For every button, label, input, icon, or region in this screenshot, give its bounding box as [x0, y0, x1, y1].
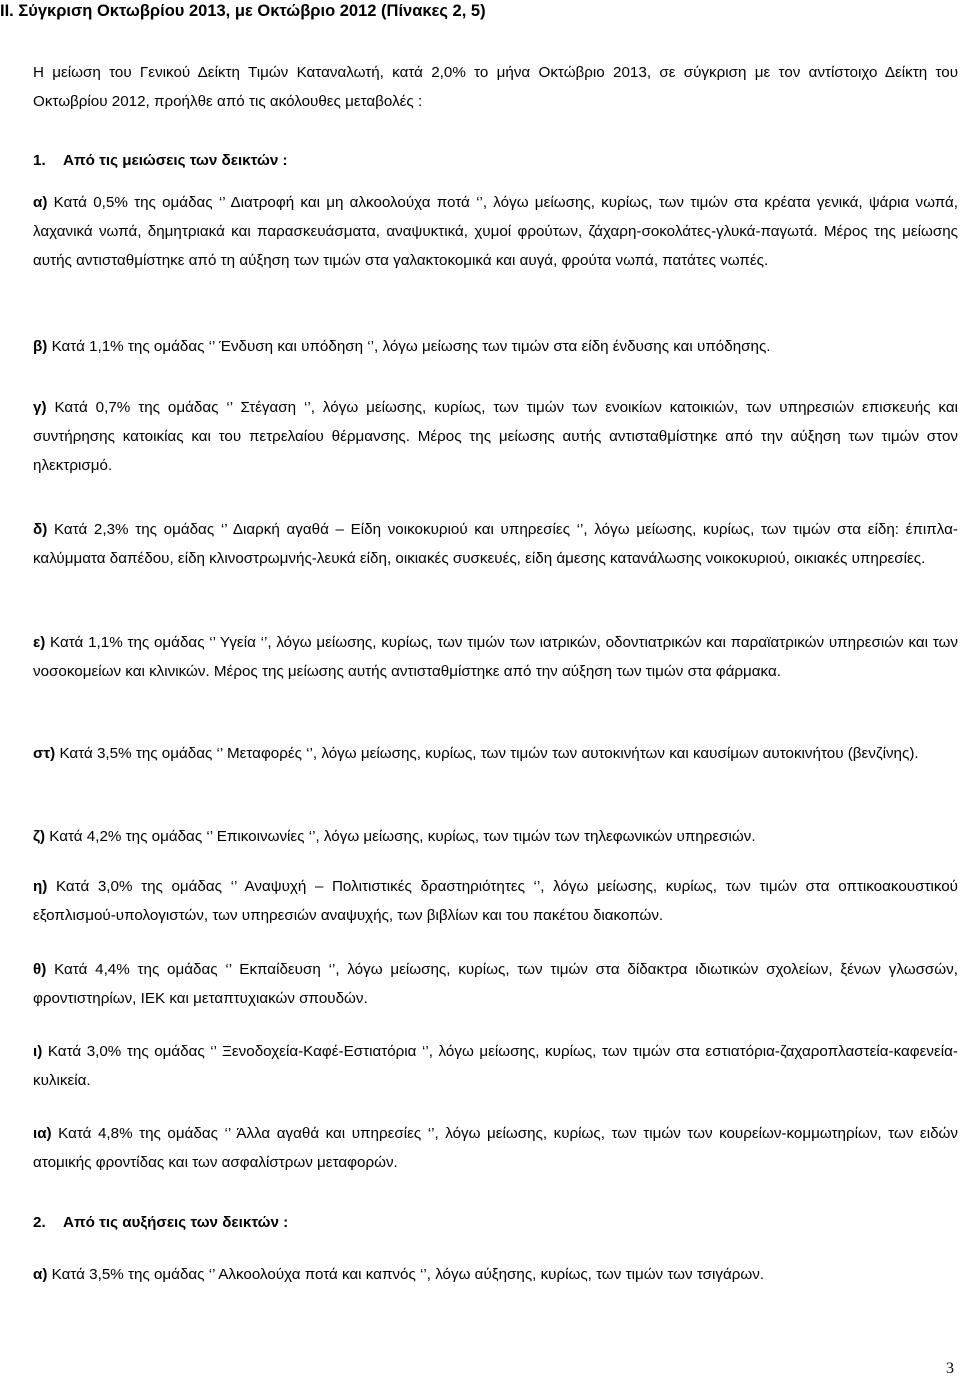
- section-heading: II. Σύγκριση Οκτωβρίου 2013, με Οκτώβριο 2012 (Πίνακες 2, 5): [0, 2, 486, 20]
- decrease-item-ia: [33, 1119, 958, 1177]
- item-text: Κατά 0,5% της ομάδας ‘’ Διατροφή και μη αλκοολούχα ποτά ‘’, λόγω μείωσης, κυρίως, των τιμών στα κρέατα γενικά, ψάρια νωπά, λαχανικά νωπά, δημητριακά και παρασκευάσματα, αναψυκτικά, χυμοί φρούτων, ζάχαρη-σοκολάτες-γλυκά-παγωτά. Μέρος της μείωσης αυτής αντισταθμίστηκε από τη αύξηση των τιμών στα γαλακτοκομικά και αυγά, φρούτα νωπά, πατάτες νωπές.: [33, 194, 958, 269]
- item-text: Κατά 3,5% της ομάδας ‘’ Αλκοολούχα ποτά και καπνός ‘’, λόγω αύξησης, κυρίως, των τιμών των τσιγάρων.: [51, 1266, 765, 1283]
- page-number: 3: [946, 1360, 954, 1377]
- section-1-number: 1.: [33, 152, 46, 169]
- decrease-item-i: [33, 872, 958, 930]
- item-label: στ): [33, 745, 56, 762]
- item-label: ζ): [33, 828, 46, 845]
- decrease-item-e: [33, 628, 958, 686]
- decrease-item-th: [33, 955, 958, 1013]
- intro-paragraph: Η μείωση του Γενικού Δείκτη Τιμών Καταναλωτή, κατά 2,0% το μήνα Οκτώβριο 2013, σε σύγκριση με τον αντίστοιχο Δείκτη του Οκτωβρίου 2012, προήλθε από τις ακόλουθες μεταβολές :: [33, 64, 958, 110]
- item-label: ια): [33, 1125, 52, 1142]
- section-2-number: 2.: [33, 1214, 46, 1231]
- item-label: β): [33, 338, 48, 355]
- increase-item-a: [33, 1260, 958, 1289]
- section-2-heading: [33, 1214, 288, 1231]
- section-2-title: Από τις αυξήσεις των δεικτών :: [63, 1214, 289, 1231]
- item-text: Κατά 1,1% της ομάδας ‘’ Ένδυση και υπόδηση ‘’, λόγω μείωσης των τιμών στα είδη ένδυσης και υπόδησης.: [51, 338, 771, 355]
- item-text: Κατά 3,0% της ομάδας ‘’ Ξενοδοχεία-Καφέ-Εστιατόρια ‘’, λόγω μείωσης, κυρίως, των τιμών στα εστιατόρια-ζαχαροπλαστεία-καφενεία-κυλικεία.: [33, 1043, 958, 1089]
- section-1-title: Από τις μειώσεις των δεικτών :: [63, 152, 288, 169]
- decrease-item-b: [33, 332, 958, 361]
- item-label: α): [33, 1266, 48, 1283]
- item-text: Κατά 4,8% της ομάδας ‘’ Άλλα αγαθά και υπηρεσίες ‘’, λόγω μείωσης, κυρίως, των τιμών των κουρείων-κομμωτηρίων, των ειδών ατομικής φροντίδας και των ασφαλίστρων μεταφορών.: [33, 1125, 958, 1171]
- decrease-item-c: [33, 393, 958, 480]
- item-text: Κατά 1,1% της ομάδας ‘’ Υγεία ‘’, λόγω μείωσης, κυρίως, των τιμών των ιατρικών, οδοντιατρικών και παραϊατρικών υπηρεσιών και των νοσοκομείων και κλινικών. Μέρος της μείωσης αυτής αντισταθμίστηκε από την αύξηση των τιμών στα φάρμακα.: [33, 634, 958, 680]
- item-text: Κατά 4,2% της ομάδας ‘’ Επικοινωνίες ‘’, λόγω μείωσης, κυρίως, των τιμών των τηλεφωνικών υπηρεσιών.: [49, 828, 756, 845]
- decrease-item-z: [33, 822, 958, 851]
- item-label: δ): [33, 521, 48, 538]
- section-1-heading: [33, 152, 288, 169]
- item-text: Κατά 3,5% της ομάδας ‘’ Μεταφορές ‘’, λόγω μείωσης, κυρίως, των τιμών των αυτοκινήτων και καυσίμων αυτοκινήτου (βενζίνης).: [59, 745, 919, 762]
- item-text: Κατά 4,4% της ομάδας ‘’ Εκπαίδευση ‘’, λόγω μείωσης, κυρίως, των τιμών στα δίδακτρα ιδιωτικών σχολείων, ξένων γλωσσών, φροντιστηρίων, ΙΕΚ και μεταπτυχιακών σπουδών.: [33, 961, 958, 1007]
- item-label: η): [33, 878, 48, 895]
- item-text: Κατά 0,7% της ομάδας ‘’ Στέγαση ‘’, λόγω μείωσης, κυρίως, των τιμών των ενοικίων κατοικιών, των υπηρεσιών επισκευής και συντήρησης κατοικίας και του πετρελαίου θέρμανσης. Μέρος της μείωσης αυτής αντισταθμίστηκε από την αύξηση των τιμών στον ηλεκτρισμό.: [33, 399, 958, 474]
- item-label: γ): [33, 399, 47, 416]
- item-text: Κατά 2,3% της ομάδας ‘’ Διαρκή αγαθά – Είδη νοικοκυριού και υπηρεσίες ‘’, λόγω μείωσης, κυρίως, των τιμών στα είδη: έπιπλα-καλύμματα δαπέδου, είδη κλινοστρωμνής-λευκά είδη, οικιακές συσκευές, είδη άμεσης κατανάλωσης νοικοκυριού, οικιακές υπηρεσίες.: [33, 521, 958, 567]
- item-label: θ): [33, 961, 47, 978]
- item-label: ε): [33, 634, 46, 651]
- item-label: ι): [33, 1043, 43, 1060]
- item-text: Κατά 3,0% της ομάδας ‘’ Αναψυχή – Πολιτιστικές δραστηριότητες ‘’, λόγω μείωσης, κυρίως, των τιμών στα οπτικοακουστικού εξοπλισμού-υπολογιστών, των υπηρεσιών αναψυχής, των βιβλίων και του πακέτου διακοπών.: [33, 878, 958, 924]
- decrease-item-a: [33, 188, 958, 275]
- decrease-item-d: [33, 515, 958, 573]
- decrease-item-iota: [33, 1037, 958, 1095]
- decrease-item-st: [33, 739, 958, 768]
- item-label: α): [33, 194, 48, 211]
